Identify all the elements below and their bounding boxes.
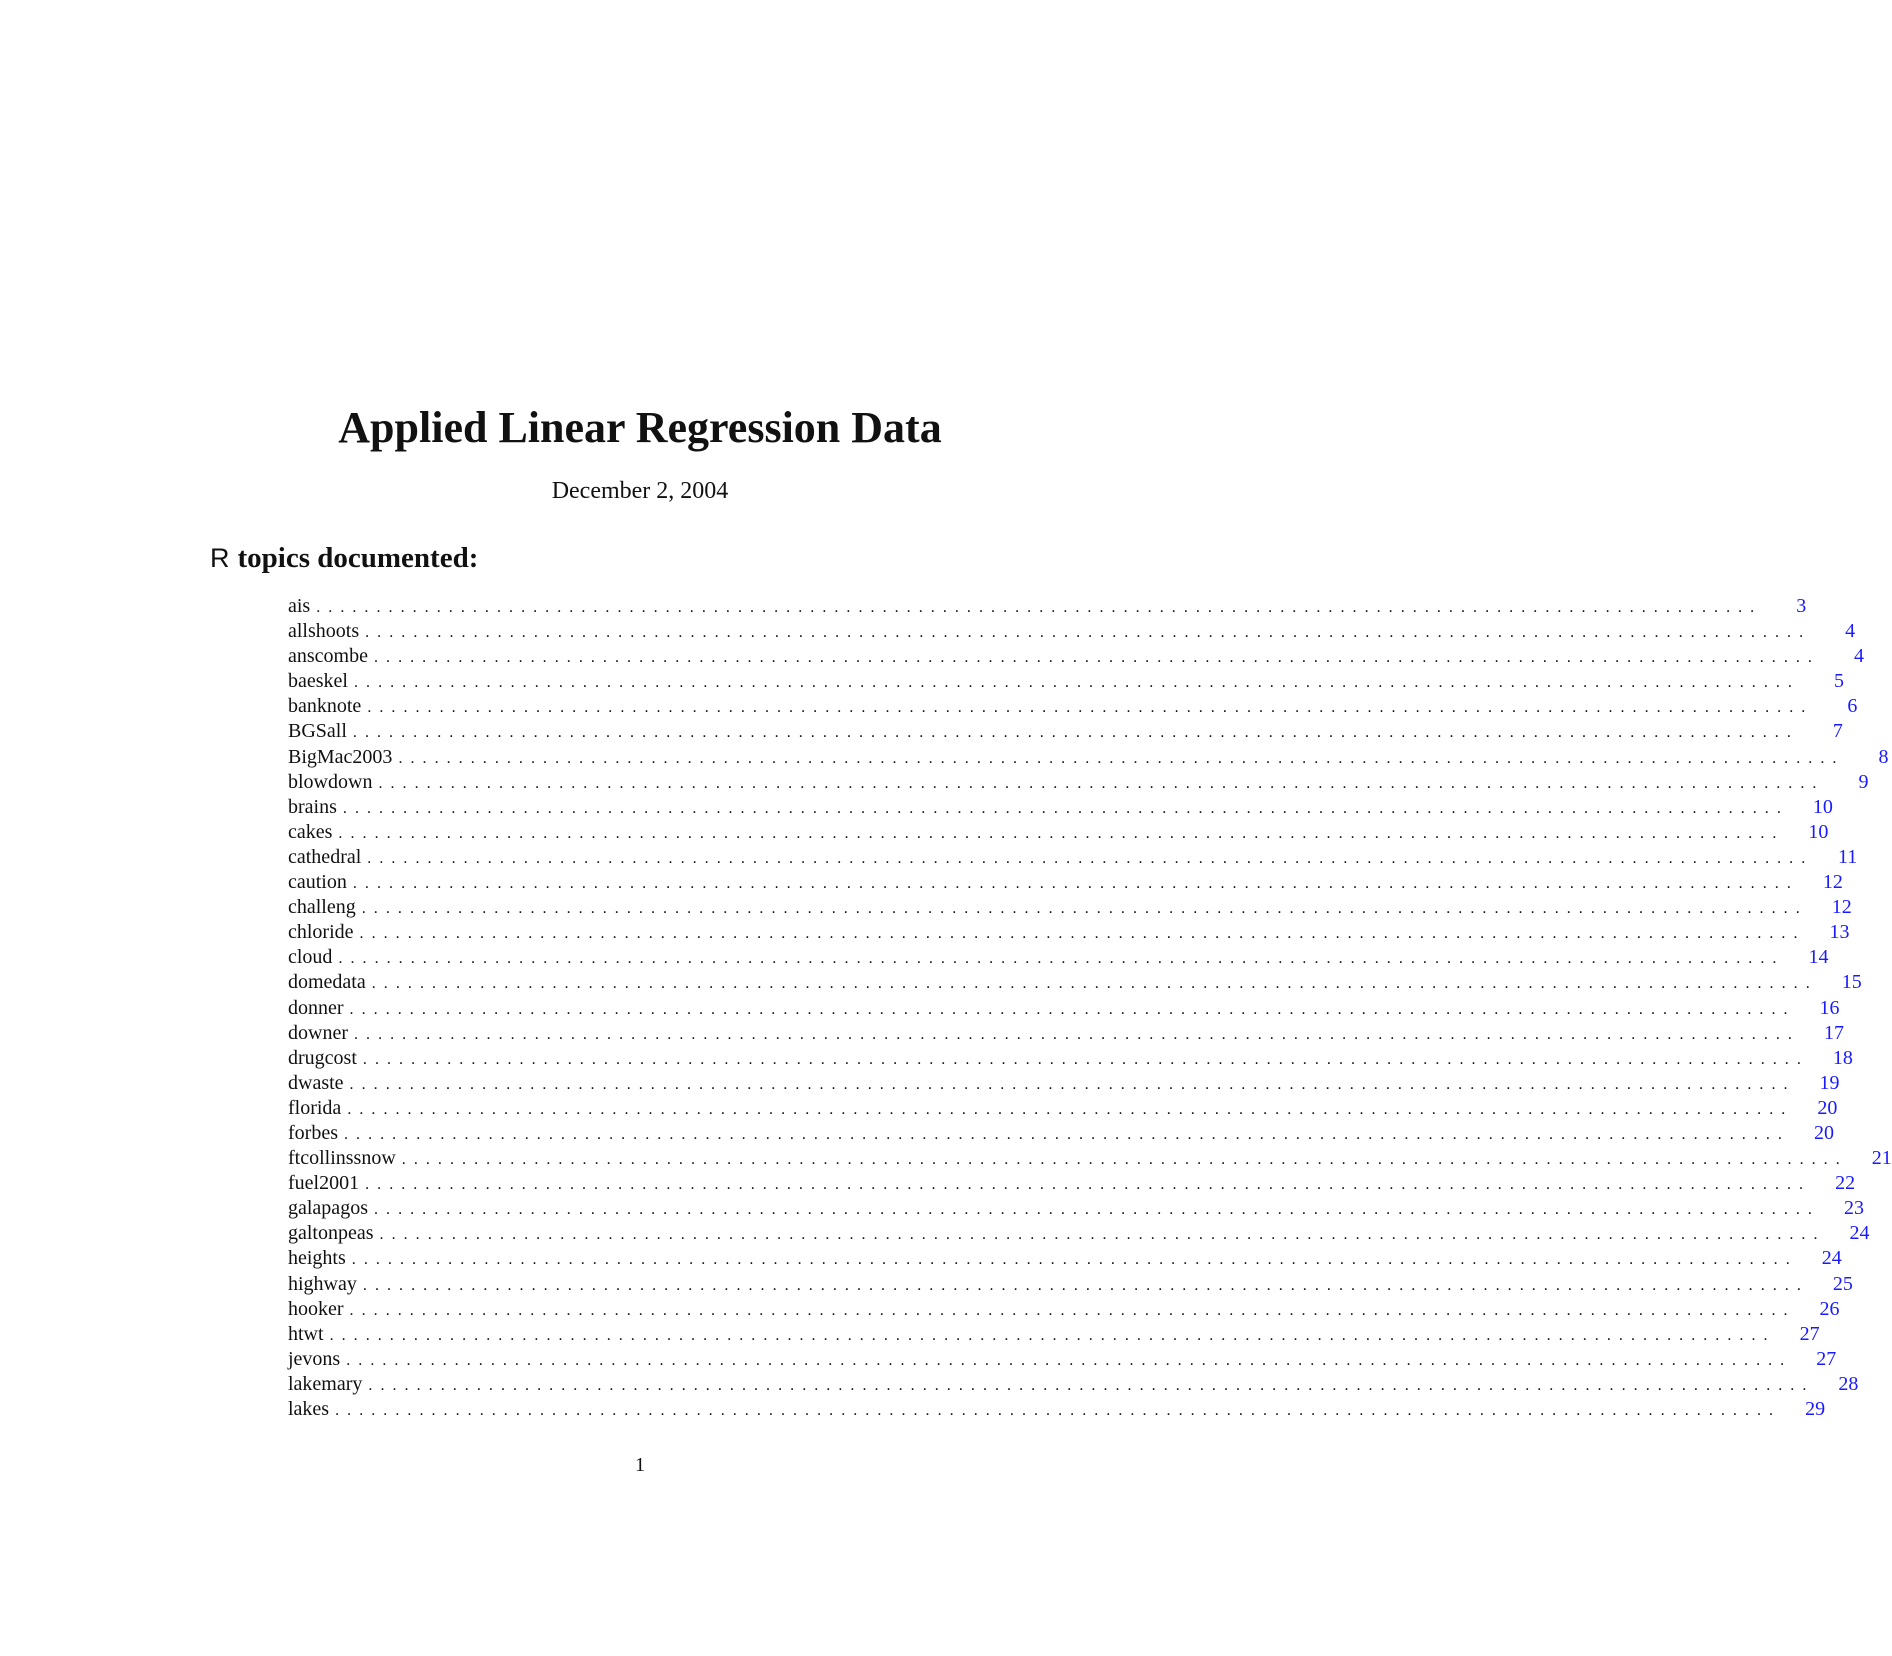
toc-leader-dots: ........................................................................................................................ [398, 749, 1845, 767]
toc-page-link[interactable]: 4 [1845, 620, 1856, 643]
page-number: 1 [635, 1454, 645, 1476]
toc-leader-dots: ........................................................................................................................ [361, 900, 1808, 918]
toc-page-link[interactable]: 20 [1817, 1096, 1838, 1119]
toc-leader-dots: ........................................................................................................................ [342, 799, 1789, 817]
toc-leader-dots: ........................................................................................................................ [335, 1402, 1782, 1419]
toc-row[interactable] [288, 745, 1889, 770]
toc-page-link[interactable]: 26 [1819, 1297, 1840, 1320]
toc-leader-dots: ........................................................................................................................ [352, 724, 1799, 742]
toc-leader-dots: ........................................................................................................................ [349, 1000, 1796, 1018]
toc-page-link[interactable]: 12 [1831, 896, 1852, 919]
toc-page-link[interactable]: 7 [1832, 720, 1843, 743]
r-logo: R [210, 543, 230, 573]
toc-leader-dots: ........................................................................................................................ [368, 1376, 1815, 1394]
toc-page-link[interactable]: 10 [1812, 795, 1833, 818]
toc-row[interactable] [288, 669, 1844, 694]
toc-row[interactable] [288, 1397, 1826, 1422]
toc-leader-dots: ........................................................................................................................ [329, 1326, 1776, 1344]
toc-leader-dots: ........................................................................................................................ [365, 624, 1812, 642]
toc-entry-name: cloud [288, 945, 338, 970]
toc-leader-dots: ........................................................................................................................ [349, 1301, 1796, 1319]
toc-page-link[interactable]: 21 [1871, 1147, 1892, 1170]
toc-leader-dots: ........................................................................................................................ [365, 1176, 1812, 1194]
toc-entry-name: anscombe [288, 644, 374, 669]
toc-entry-name: dwaste [288, 1071, 350, 1096]
toc-page-link[interactable]: 9 [1858, 770, 1869, 793]
toc-entry-name: baeskel [288, 669, 354, 694]
toc-row[interactable] [288, 1272, 1853, 1297]
toc-entry-name: galapagos [288, 1196, 374, 1221]
toc-leader-dots: ........................................................................................................................ [359, 925, 1806, 943]
toc-row[interactable] [288, 1046, 1853, 1071]
toc-entry-name: cathedral [288, 845, 367, 870]
toc-row[interactable] [288, 1196, 1864, 1221]
toc-entry-name: allshoots [288, 619, 365, 644]
toc-page-link[interactable]: 27 [1816, 1347, 1837, 1370]
section-heading [210, 540, 478, 576]
toc-row[interactable] [288, 945, 1829, 970]
toc-row[interactable] [288, 1121, 1834, 1146]
toc-leader-dots: ........................................................................................................................ [351, 1251, 1798, 1269]
toc-entry-name: florida [288, 1096, 347, 1121]
toc-leader-dots: ........................................................................................................................ [379, 1226, 1826, 1244]
toc-page-link[interactable]: 28 [1838, 1372, 1859, 1395]
toc-entry-name: highway [288, 1272, 363, 1297]
toc-page-link[interactable]: 6 [1847, 695, 1858, 718]
toc-leader-dots: ........................................................................................................................ [378, 774, 1825, 792]
toc-entry-name: chloride [288, 920, 360, 945]
toc-entry-name: hooker [288, 1297, 350, 1322]
toc-row[interactable] [288, 795, 1833, 820]
toc-leader-dots: ........................................................................................................................ [338, 950, 1785, 968]
toc-page-link[interactable]: 25 [1832, 1272, 1853, 1295]
toc-page-link[interactable]: 19 [1819, 1071, 1840, 1094]
toc-page-link[interactable]: 23 [1843, 1197, 1864, 1220]
toc-page-link[interactable]: 17 [1823, 1021, 1844, 1044]
toc-entry-name: drugcost [288, 1046, 363, 1071]
toc-leader-dots: ........................................................................................................................ [367, 849, 1814, 867]
toc-row[interactable] [288, 770, 1869, 795]
toc-row[interactable] [288, 1246, 1842, 1271]
toc-leader-dots: ........................................................................................................................ [362, 1276, 1809, 1294]
toc-entry-name: challeng [288, 895, 362, 920]
toc-entry-name: forbes [288, 1121, 344, 1146]
toc-page-link[interactable]: 12 [1822, 871, 1843, 894]
toc-page-link[interactable]: 20 [1813, 1121, 1834, 1144]
toc-page-link[interactable]: 3 [1796, 595, 1807, 617]
toc-page-link[interactable]: 5 [1833, 670, 1844, 693]
toc-entry-name: galtonpeas [288, 1221, 380, 1246]
toc-entry-name: donner [288, 996, 350, 1021]
toc-leader-dots: ........................................................................................................................ [352, 875, 1799, 893]
toc-entry-name: caution [288, 870, 353, 895]
toc-entry-name: downer [288, 1021, 354, 1046]
toc-entry-name: htwt [288, 1322, 330, 1347]
toc-row[interactable] [288, 644, 1864, 669]
toc-leader-dots: ........................................................................................................................ [353, 1025, 1800, 1043]
table-of-contents [288, 594, 1892, 1422]
toc-leader-dots: ........................................................................................................................ [362, 1050, 1809, 1068]
toc-entry-name: heights [288, 1246, 352, 1271]
toc-entry-name: BGSall [288, 719, 353, 744]
toc-page-link[interactable]: 11 [1838, 845, 1858, 868]
toc-leader-dots: ........................................................................................................................ [338, 824, 1785, 842]
toc-row[interactable] [288, 694, 1858, 719]
toc-leader-dots: ........................................................................................................................ [343, 1125, 1790, 1143]
toc-entry-name: banknote [288, 694, 367, 719]
toc-page-link[interactable]: 10 [1808, 820, 1829, 843]
toc-entry-name: ais [288, 594, 316, 619]
toc-row[interactable] [288, 1347, 1837, 1372]
toc-leader-dots: ........................................................................................................................ [316, 599, 1763, 616]
toc-leader-dots: ........................................................................................................................ [367, 699, 1814, 717]
toc-row[interactable] [288, 594, 1807, 619]
toc-leader-dots: ........................................................................................................................ [353, 674, 1800, 692]
toc-page-link[interactable]: 29 [1805, 1398, 1826, 1420]
toc-leader-dots: ........................................................................................................................ [373, 1201, 1820, 1219]
toc-leader-dots: ........................................................................................................................ [349, 1075, 1796, 1093]
toc-page-link[interactable]: 13 [1829, 921, 1850, 944]
toc-page-link[interactable]: 4 [1853, 645, 1864, 668]
toc-row[interactable] [288, 920, 1850, 945]
toc-entry-name: lakes [288, 1397, 335, 1422]
toc-row[interactable] [288, 1021, 1844, 1046]
toc-page-link[interactable]: 24 [1849, 1222, 1870, 1245]
toc-row[interactable] [288, 1221, 1870, 1246]
toc-page-link[interactable]: 16 [1819, 996, 1840, 1019]
toc-page-link[interactable]: 27 [1799, 1322, 1820, 1345]
toc-row[interactable] [288, 996, 1840, 1021]
toc-row[interactable] [288, 970, 1862, 995]
toc-entry-name: blowdown [288, 770, 378, 795]
toc-page-link[interactable]: 14 [1808, 946, 1829, 969]
toc-leader-dots: ........................................................................................................................ [373, 649, 1820, 667]
toc-leader-dots: ........................................................................................................................ [347, 1100, 1794, 1118]
document-title: Applied Linear Regression Data [338, 403, 942, 452]
toc-page-link[interactable]: 22 [1835, 1172, 1856, 1195]
toc-page-link[interactable]: 24 [1821, 1247, 1842, 1270]
toc-entry-name: domedata [288, 970, 372, 995]
toc-row[interactable] [288, 1297, 1840, 1322]
toc-entry-name: brains [288, 795, 343, 820]
toc-row[interactable] [288, 1096, 1838, 1121]
toc-row[interactable] [288, 870, 1843, 895]
toc-entry-name: jevons [288, 1347, 346, 1372]
toc-leader-dots: ........................................................................................................................ [401, 1151, 1848, 1169]
toc-entry-name: BigMac2003 [288, 745, 398, 770]
toc-entry-name: cakes [288, 820, 338, 845]
toc-page-link[interactable]: 15 [1841, 971, 1862, 994]
toc-entry-name: fuel2001 [288, 1171, 365, 1196]
document-date: December 2, 2004 [551, 478, 729, 504]
toc-row[interactable] [288, 719, 1843, 744]
toc-row[interactable] [288, 1146, 1892, 1171]
toc-row[interactable] [288, 619, 1856, 644]
toc-entry-name: lakemary [288, 1372, 368, 1397]
toc-entry-name: ftcollinssnow [288, 1146, 402, 1171]
toc-row[interactable] [288, 1071, 1840, 1096]
toc-row[interactable] [288, 1322, 1820, 1347]
toc-leader-dots: ........................................................................................................................ [371, 975, 1818, 993]
toc-row[interactable] [288, 845, 1858, 870]
toc-row[interactable] [288, 1372, 1859, 1397]
toc-leader-dots: ........................................................................................................................ [346, 1351, 1793, 1369]
toc-page-link[interactable]: 8 [1878, 745, 1889, 768]
toc-row[interactable] [288, 895, 1852, 920]
toc-row[interactable] [288, 1171, 1856, 1196]
toc-page-link[interactable]: 18 [1832, 1046, 1853, 1069]
toc-row[interactable] [288, 820, 1829, 845]
section-heading-text: topics documented: [237, 542, 479, 574]
